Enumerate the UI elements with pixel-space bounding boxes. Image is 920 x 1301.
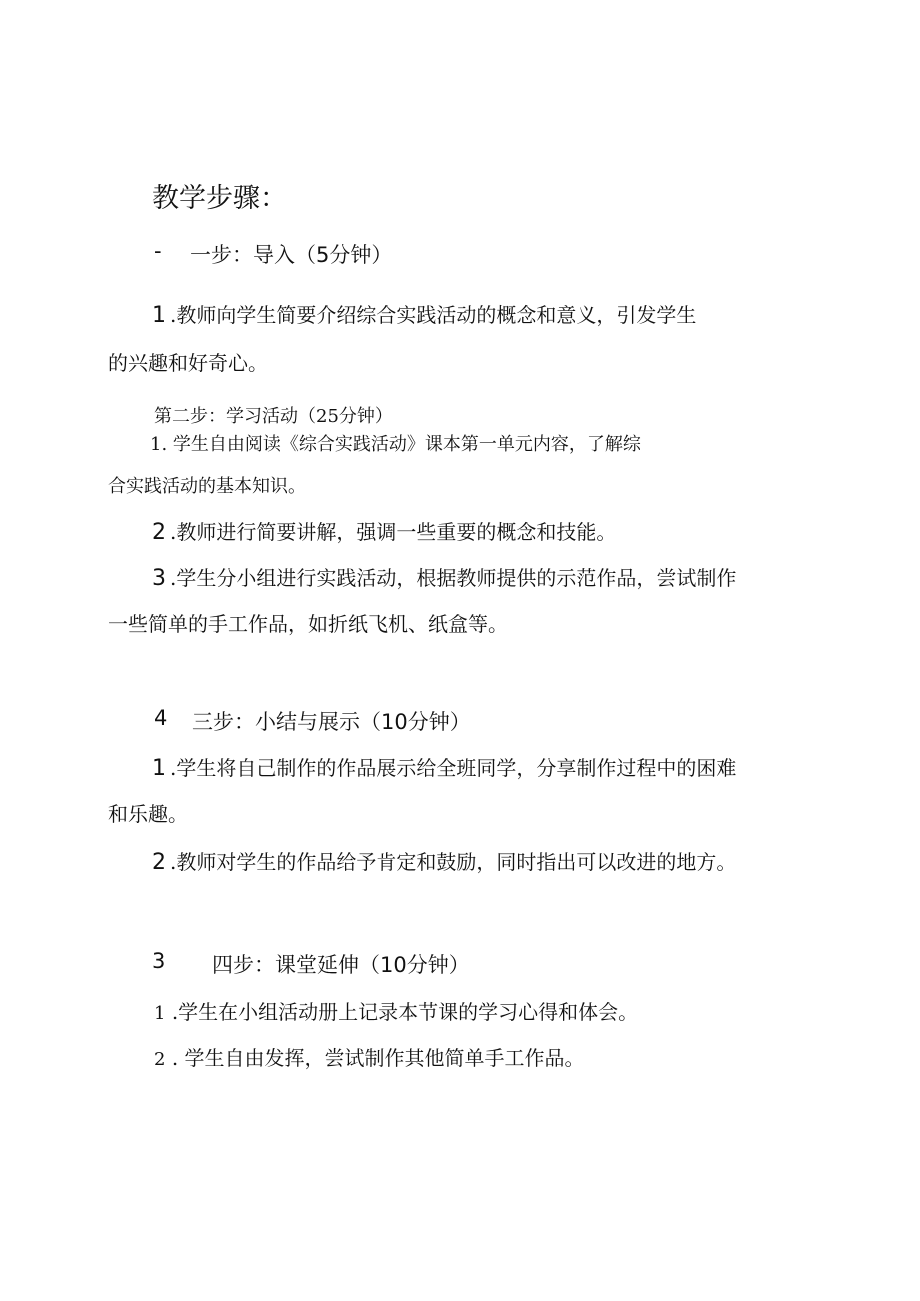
item-text: .教师对学生的作品给予肯定和鼓励，同时指出可以改进的地方。 <box>170 850 737 874</box>
section-4-heading: 四步：课堂延伸（10分钟） <box>212 953 470 977</box>
section-2-heading: 第二步：学习活动（25分钟） <box>154 406 393 427</box>
item-number: 1 <box>154 1003 166 1024</box>
item-number: 1 <box>152 756 166 781</box>
section-3-item-2 <box>152 846 736 875</box>
section-2-item-1 <box>150 430 641 456</box>
item-number: 3 <box>152 566 166 591</box>
item-text: .教师向学生简要介绍综合实践活动的概念和意义，引发学生 <box>170 303 697 327</box>
item-number: 2 <box>152 520 166 545</box>
section-2-item-1-continuation: 合实践活动的基本知识。 <box>108 476 306 497</box>
item-text: .学生分小组进行实践活动，根据教师提供的示范作品，尝试制作 <box>170 566 737 590</box>
item-text: .学生将自己制作的作品展示给全班同学，分享制作过程中的困难 <box>170 756 737 780</box>
section-4-item-2 <box>154 1042 585 1071</box>
item-number: 1 <box>152 303 166 328</box>
section-2-item-2 <box>152 516 616 545</box>
section-4-item-1 <box>154 996 638 1025</box>
item-text: .教师进行简要讲解，强调一些重要的概念和技能。 <box>170 520 617 544</box>
item-number: 2 <box>152 850 166 875</box>
section-3-item-1-continuation: 和乐趣。 <box>108 802 188 826</box>
section-1-item-1 <box>152 299 696 328</box>
item-text: 学生自由阅读《综合实践活动》课本第一单元内容，了解综 <box>172 434 641 455</box>
section-3-item-1 <box>152 752 736 781</box>
section-2-item-3-continuation: 一些简单的手工作品，如折纸飞机、纸盒等。 <box>108 612 508 636</box>
section-1-item-1-continuation: 的兴趣和好奇心。 <box>108 351 268 375</box>
item-number: 2 <box>154 1049 166 1070</box>
page-title: 教学步骤： <box>152 183 287 214</box>
item-number: 1. <box>150 434 168 455</box>
section-4-marker: 3 <box>152 949 166 973</box>
section-3-heading: 三步：小结与展示（10分钟） <box>192 710 471 734</box>
section-1-heading: 一步：导入（5分钟） <box>190 243 393 267</box>
section-1-marker: - <box>154 239 162 263</box>
section-3-marker: 4 <box>154 706 168 730</box>
section-2-item-3 <box>152 562 736 591</box>
item-text: . 学生自由发挥，尝试制作其他简单手工作品。 <box>171 1046 585 1070</box>
item-text: .学生在小组活动册上记录本节课的学习心得和体会。 <box>171 1000 639 1024</box>
